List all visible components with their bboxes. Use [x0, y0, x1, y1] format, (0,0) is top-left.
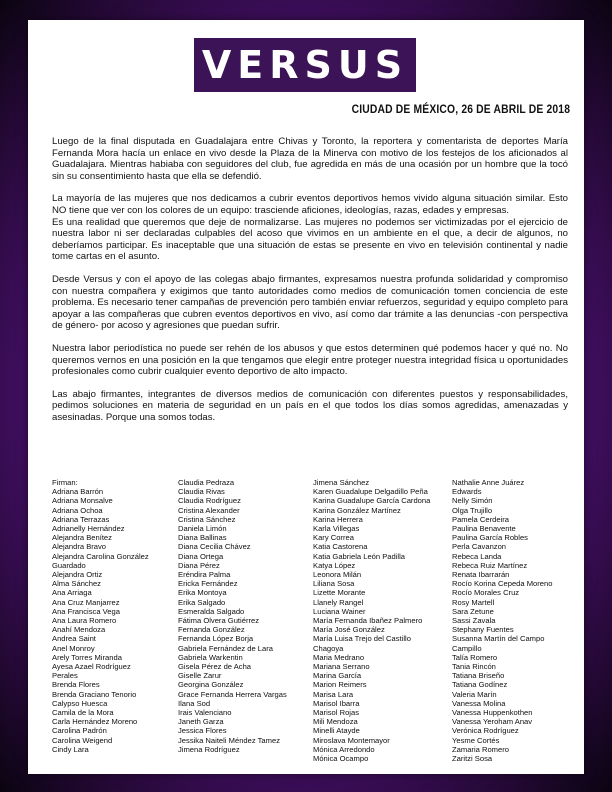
signatory-name: Daniela Limón [178, 524, 227, 534]
signatory-name: Ana Francisca Vega [52, 606, 120, 616]
signatory-name: Giselle Zarur [178, 671, 222, 681]
signatory-name: Vanessa Yeroham Anav [452, 717, 533, 727]
signatory-name: Karina González Martínez [313, 505, 401, 515]
signatory-name: Adrianelly Hernández [52, 524, 125, 534]
signatory-name: Esmeralda Salgado [178, 606, 245, 616]
signatory-name: Arely Torres Miranda [52, 652, 122, 662]
signatory-name: Alejandra Carolina González [52, 551, 149, 561]
signatory-name: Mónica Ocampo [313, 754, 369, 764]
signatory-name: Cindy Lara [52, 744, 89, 754]
signatory-name: Jessica Flores [178, 726, 227, 736]
signatory-name: Marisol Rojas [313, 708, 359, 718]
signatory-name: Alma Sánchez [52, 579, 101, 589]
signatory-name: Lizette Morante [313, 588, 366, 598]
signatory-name: Diana Pérez [178, 560, 220, 570]
signatory-name: Gabriela Warkentin [178, 652, 243, 662]
signatory-name: Susanna Martín del Campo [452, 634, 545, 644]
signatory-name: Andrea Saint [52, 634, 96, 644]
signatory-name: María Fernanda Ibañez Palmero [313, 616, 423, 626]
signatory-name: Marisa Lara [313, 689, 354, 699]
signatory-name: Gisela Pérez de Acha [178, 662, 252, 672]
signatory-name: Georgina González [178, 680, 244, 690]
signatory-name: Eréndira Palma [178, 570, 231, 580]
signatory-name: María José González [313, 625, 385, 635]
signatory-name: Katya López [313, 560, 356, 570]
signatory-name: Sassi Zavala [452, 616, 496, 626]
signatory-name: Luciana Wainer [313, 606, 366, 616]
dateline: CIUDAD DE MÉXICO, 26 DE ABRIL DE 2018 [351, 102, 570, 116]
paragraph-5: Nuestra labor periodística no puede ser rehén de los abusos y que estos determinen qué podemos hacer y qué no. No queremos vernos en una posición en la que tengamos que elegir entre proteger nuestra integridad física u oportunidades profesionales como cubrir cualquier evento deportivo de alto impacto. [52, 342, 568, 378]
signatory-name: Diana Ballinas [178, 533, 227, 543]
letter-body [52, 136, 568, 434]
signatory-name: Erika Montoya [178, 588, 227, 598]
signatory-name: Mili Mendoza [313, 717, 358, 727]
signatory-name: Nelly Simón [452, 496, 493, 506]
signatory-name: Rocío Morales Cruz [452, 588, 520, 598]
signatory-name: Firman: [52, 478, 78, 487]
signatory-name: Vanessa Huppenkothen [452, 708, 533, 718]
signatory-name: Campillo [452, 643, 482, 653]
signatory-name: Ana Laura Romero [52, 616, 117, 626]
signatory-name: Perla Cavanzon [452, 542, 507, 552]
signatory-name: Erika Salgado [178, 597, 226, 607]
signatory-name: Camila de la Mora [52, 708, 114, 718]
signatory-name: Claudia Rodríguez [178, 496, 241, 506]
signatory-name: Sara Zetune [452, 606, 494, 616]
signatory-name: Cristina Sánchez [178, 514, 236, 524]
signatory-name: Diana Cecilia Chávez [178, 542, 251, 552]
paragraph-2: La mayoría de las mujeres que nos dedicamos a cubrir eventos deportivos hemos vivido alguna situación similar. Esto NO tiene que ver con los colores de un equipo: trasciende aficiones, ideologías, razas, edades y empresas. [52, 193, 568, 216]
paragraph-1: Luego de la final disputada en Guadalajara entre Chivas y Toronto, la reportera y comentarista de deportes María Fernanda Mora hacía un enlace en vivo desde la Plaza de la Minerva con motivo de los festejos de los aficionados al Guadalajara. Mientras habiaba con seguidores del club, fue agredida en más de una ocasión por un hombre que la tocó sin su consentimiento hasta que ella se defendió. [52, 136, 568, 182]
signatory-name: Pamela Cerdeira [452, 514, 509, 524]
signatory-name: Liliana Sosa [313, 579, 355, 589]
signatory-name: Adriana Ochoa [52, 505, 103, 515]
signatory-name: Carolina Padrón [52, 726, 107, 736]
signatory-name: Zamaria Romero [452, 744, 509, 754]
signatory-name: Karla Villegas [313, 524, 360, 534]
signatory-name: Kary Correa [313, 533, 354, 543]
signatory-name: Grace Fernanda Herrera Vargas [178, 689, 287, 699]
paragraph-4: Desde Versus y con el apoyo de las colegas abajo firmantes, expresamos nuestra profunda solidaridad y compromiso con nuestra compañera y exigimos que tanto autoridades como medios de comunicación tomen conciencia de este problema. Es necesario tener campañas de prevención pero también enviar refuerzos, seguridad y equipo completo para apoyar a las compañeras que cubren eventos deportivos en vivo, así como dar trámite a las denuncias -con perspectiva de género- por acoso y agresiones que puedan sufrir. [52, 273, 568, 332]
signatory-name: Ana Arriaga [52, 588, 92, 598]
signatory-name: Yesme Cortés [452, 735, 500, 745]
signatory-name: Katia Gabriela León Padilla [313, 551, 406, 561]
signatory-name: Marina García [313, 671, 362, 681]
signatory-name: Alejandra Ortiz [52, 570, 103, 580]
signatory-name: Karina Herrera [313, 514, 363, 524]
signatory-name: Ana Cruz Manjarrez [52, 597, 120, 607]
signatory-name: Alejandra Bravo [52, 542, 107, 552]
signatory-name: Jimena Sánchez [313, 478, 370, 487]
signatory-name: Anel Monroy [52, 643, 95, 653]
signatory-name: Nathalie Anne Juárez [452, 478, 525, 487]
signatory-name: Calypso Huesca [52, 698, 108, 708]
signatory-name: Adriana Monsalve [52, 496, 113, 506]
signatory-name: Fernanda López Borja [178, 634, 254, 644]
signatory-name: Leonora Milán [313, 570, 362, 580]
signatory-name: Fernanda González [178, 625, 245, 635]
signatory-name: Tatiana Briseño [452, 671, 505, 681]
signatory-name: Llanely Rangel [313, 597, 364, 607]
signatory-name: Marion Reimers [313, 680, 367, 690]
signatory-name: Edwards [452, 487, 482, 497]
signatory-column-2 [178, 478, 287, 754]
signatory-name: Zaritzi Sosa [452, 754, 493, 764]
signatory-name: Carolina Weigend [52, 735, 113, 745]
signatory-name: Jessika Naiteli Méndez Tamez [178, 735, 280, 745]
signatory-name: Ilana Sod [178, 698, 211, 708]
signatory-column-3 [313, 478, 430, 763]
signatory-name: Claudia Rivas [178, 487, 225, 497]
signatory-name: Renata Ibarrarán [452, 570, 510, 580]
signatory-name: Perales [52, 671, 78, 681]
signatory-name: Alejandra Benítez [52, 533, 112, 543]
signatory-name: Paulina García Robles [452, 533, 528, 543]
signatory-name: Tatiana Godínez [452, 680, 508, 690]
signatory-column-1 [52, 478, 149, 754]
signatory-name: María Luisa Trejo del Castillo [313, 634, 411, 644]
signatory-name: Ayesa Azael Rodríguez [52, 662, 131, 672]
signatory-name: Marisol Ibarra [313, 698, 360, 708]
signatory-name: Olga Trujillo [452, 505, 493, 515]
signatory-name: Valeria Marín [452, 689, 497, 699]
signatory-name: Paulina Benavente [452, 524, 516, 534]
signatory-name: Rocío Korina Cepeda Moreno [452, 579, 553, 589]
signatory-name: Fátima Olvera Gutiérrez [178, 616, 260, 626]
signatory-name: Anahí Mendoza [52, 625, 106, 635]
signatory-name: Mónica Arredondo [313, 744, 375, 754]
signatory-name: Cristina Alexander [178, 505, 240, 515]
signatory-name: Irais Valenciano [178, 708, 232, 718]
signatory-name: Mariana Serrano [313, 662, 370, 672]
signatory-name: Jimena Rodríguez [178, 744, 240, 754]
signatory-name: Talía Romero [452, 652, 498, 662]
signatory-column-4 [452, 478, 552, 763]
signatory-name: Janeth Garza [178, 717, 224, 727]
signatory-name: Gabriela Fernández de Lara [178, 643, 273, 653]
document-page [28, 20, 584, 774]
signatory-name: Brenda Graciano Tenorio [52, 689, 137, 699]
signatory-name: Stephany Fuentes [452, 625, 514, 635]
logo-text: VERSUS [201, 43, 409, 87]
signatory-name: Karina Guadalupe García Cardona [313, 496, 431, 506]
signatory-name: Katia Castorena [313, 542, 368, 552]
signatory-name: Miroslava Montemayor [313, 735, 390, 745]
signatory-name: Verónica Rodríguez [452, 726, 519, 736]
paragraph-3: Es una realidad que queremos que deje de normalizarse. Las mujeres no podemos ser victimizadas por el ejercicio de nuestra labor ni ser declaradas culpables del acoso que vivimos en un ambiente en el que, a decir de algunos, no deberíamos participar. Es inaceptable que una situación de estas se presente en vivo en televisión continental y nadie tome cartas en el asunto. [52, 216, 568, 263]
signatory-name: Vanessa Molina [452, 698, 506, 708]
signatory-name: Adriana Barrón [52, 487, 104, 497]
signatory-name: Carla Hernández Moreno [52, 717, 138, 727]
versus-logo [194, 38, 416, 92]
signatory-name: Chagoya [313, 643, 344, 653]
signatory-name: Tania Rincón [452, 662, 496, 672]
signatory-name: Rebeca Landa [452, 551, 502, 561]
signatory-name: Guardado [52, 560, 86, 570]
signatory-name: Ericka Fernández [178, 579, 238, 589]
signatory-name: Rosy Martell [452, 597, 495, 607]
paragraph-6: Las abajo firmantes, integrantes de diversos medios de comunicación con diferentes puestos y responsabilidades, pedimos soluciones en materia de seguridad en un país en el que todos los días somos agredidas, amenazadas y asesinadas. Porque una somos todas. [52, 388, 568, 423]
signatory-name: Rebeca Ruiz Martínez [452, 560, 528, 570]
signatory-name: Adriana Terrazas [52, 514, 110, 524]
signatory-name: Diana Ortega [178, 551, 224, 561]
signatory-name: Claudia Pedraza [178, 478, 235, 487]
signatory-name: Maria Medrano [313, 652, 365, 662]
signatory-name: Minelli Atayde [313, 726, 360, 736]
signatory-name: Karen Guadalupe Delgadillo Peña [313, 487, 428, 497]
signatory-name: Brenda Flores [52, 680, 100, 690]
